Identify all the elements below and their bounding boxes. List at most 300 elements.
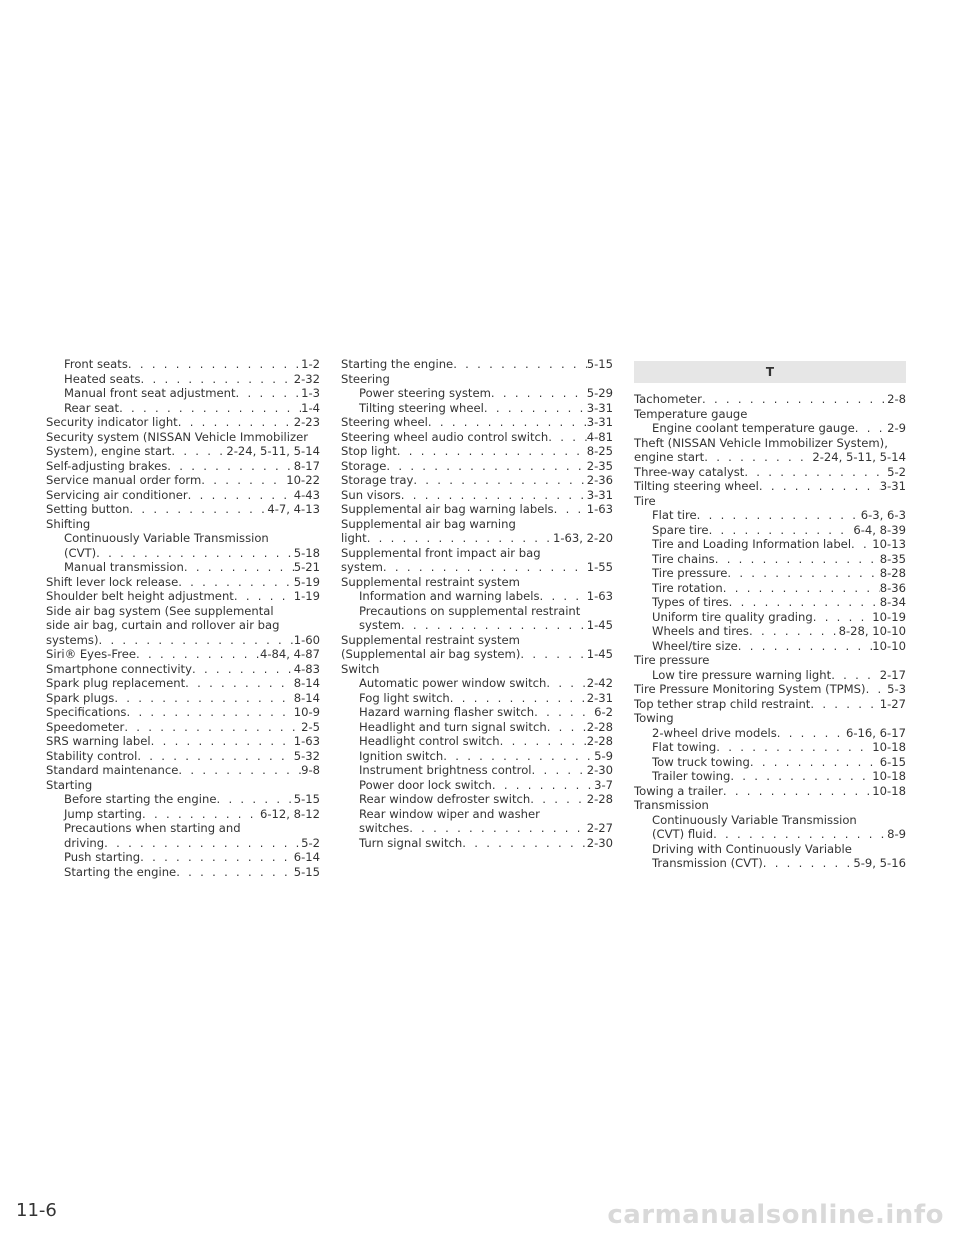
index-entry-page: 4-84, 4-87 <box>260 647 320 661</box>
index-entry <box>46 792 320 807</box>
dot-leader <box>702 392 887 407</box>
index-entry-text: Continuously Variable Transmission <box>652 812 857 827</box>
index-entry-text: Headlight control switch <box>359 734 500 748</box>
index-entry-text: Supplemental air bag warning labels <box>341 502 554 516</box>
index-column-2 <box>341 357 613 850</box>
index-entry-page: 10-18 <box>872 769 906 783</box>
index-entry <box>341 720 613 735</box>
dot-leader <box>178 575 293 590</box>
index-entry-text: Transmission <box>634 798 709 812</box>
index-entry-text: switches <box>359 821 410 835</box>
index-entry-text: Supplemental restraint system <box>341 632 520 647</box>
index-entry-text: Tilting steering wheel <box>634 479 759 493</box>
index-entry-page: 2-28 <box>586 719 613 734</box>
dot-leader <box>141 372 294 387</box>
index-entry <box>341 357 613 372</box>
index-entry <box>341 488 613 503</box>
index-entry <box>46 531 320 546</box>
index-entry <box>46 546 320 561</box>
dot-leader <box>142 807 260 822</box>
index-entry <box>634 552 906 567</box>
index-entry-page: 2-35 <box>586 458 613 473</box>
index-entry <box>341 444 613 459</box>
index-entry-text: Speedometer <box>46 719 125 734</box>
index-entry-text: Steering wheel audio control switch <box>341 429 549 444</box>
dot-leader <box>855 421 887 436</box>
index-entry-page: 1-63 <box>293 734 320 748</box>
index-entry-page: 3-31 <box>586 415 613 429</box>
index-entry <box>46 720 320 735</box>
index-entry-text: system <box>341 560 383 574</box>
index-entry-text: Steering <box>341 371 390 386</box>
index-entry-page: 2-30 <box>586 835 613 850</box>
index-entry-page: 3-31 <box>879 479 906 493</box>
index-entry-page: 5-15 <box>293 864 320 879</box>
index-entry <box>634 842 906 857</box>
dot-leader <box>126 705 293 720</box>
index-entry-text: Stop light <box>341 444 397 458</box>
index-entry <box>46 749 320 764</box>
index-entry-page: 5-15 <box>293 792 320 806</box>
index-entry <box>46 705 320 720</box>
index-entry-page: 6-4, 8-39 <box>853 522 906 537</box>
dot-leader <box>548 430 586 445</box>
index-entry-text: Smartphone connectivity <box>46 661 192 676</box>
index-entry <box>634 523 906 538</box>
index-entry <box>634 450 906 465</box>
index-entry-text: Information and warning labels <box>359 589 540 603</box>
dot-leader <box>136 647 260 662</box>
index-entry <box>341 647 613 662</box>
index-entry-text: Tachometer <box>634 392 702 406</box>
dot-leader <box>750 755 880 770</box>
index-entry-text: Wheel/tire size <box>652 638 738 653</box>
index-entry-text: Uniform tire quality grading <box>652 609 813 624</box>
index-entry <box>341 749 613 764</box>
index-entry-page: 9-8 <box>301 763 320 777</box>
index-entry <box>46 691 320 706</box>
dot-leader <box>723 784 872 799</box>
index-entry <box>46 778 320 793</box>
dot-leader <box>443 749 594 764</box>
index-entry <box>634 508 906 523</box>
index-entry-page: 8-36 <box>879 580 906 595</box>
index-entry-text: Manual front seat adjustment <box>64 386 236 400</box>
index-entry-text: Fog light switch <box>359 690 450 705</box>
index-entry-text: Supplemental restraint system <box>341 574 520 589</box>
index-entry <box>341 401 613 416</box>
index-entry <box>634 392 906 407</box>
index-entry <box>46 865 320 880</box>
index-entry <box>634 653 906 668</box>
dot-leader <box>491 386 587 401</box>
dot-leader <box>234 589 294 604</box>
index-entry-page: 5-9, 5-16 <box>853 856 906 870</box>
index-entry <box>341 531 613 546</box>
index-entry-page: 5-2 <box>301 835 320 850</box>
dot-leader <box>727 566 879 581</box>
index-entry-page: 2-9 <box>887 421 906 435</box>
index-entry-page: 1-63, 2-20 <box>553 531 613 545</box>
index-entry-page: 10-18 <box>872 783 906 798</box>
index-entry <box>634 827 906 842</box>
dot-leader <box>709 523 854 538</box>
dot-leader <box>492 778 594 793</box>
index-entry <box>46 589 320 604</box>
index-entry-text: Switch <box>341 661 380 676</box>
index-entry-text: engine start <box>634 450 705 464</box>
index-entry-page: 6-15 <box>879 754 906 769</box>
index-entry-text: Siri® Eyes-Free <box>46 647 136 661</box>
index-entry-page: 1-19 <box>293 589 320 603</box>
index-entry-text: Rear window wiper and washer <box>359 806 540 821</box>
index-entry-text: Push starting <box>64 850 141 864</box>
index-entry-text: Starting the engine <box>341 357 454 371</box>
index-entry <box>341 618 613 633</box>
index-entry-text: Trailer towing <box>652 769 731 783</box>
index-entry-text: Spark plugs <box>46 690 115 705</box>
index-entry-page: 2-17 <box>879 667 906 682</box>
index-entry <box>46 604 320 619</box>
dot-leader <box>386 459 586 474</box>
index-entry-page: 2-28 <box>586 792 613 806</box>
dot-leader <box>759 479 880 494</box>
dot-leader <box>697 508 861 523</box>
index-entry <box>634 668 906 683</box>
index-entry-page: 1-3 <box>301 386 320 400</box>
index-entry-text: Theft (NISSAN Vehicle Immobilizer System), <box>634 435 888 450</box>
index-entry-page: 1-45 <box>586 647 613 661</box>
index-entry <box>46 488 320 503</box>
dot-leader <box>140 850 294 865</box>
index-entry <box>634 784 906 799</box>
index-entry-text: Tire rotation <box>652 580 723 595</box>
index-entry-text: Supplemental front impact air bag <box>341 545 541 560</box>
index-entry-text: Rear window defroster switch <box>359 792 531 806</box>
index-entry-page: 5-2 <box>887 464 906 479</box>
index-entry-text: Starting <box>46 777 93 792</box>
index-entry-page: 10-9 <box>293 705 320 719</box>
index-entry-text: Rear seat <box>64 400 120 415</box>
index-entry <box>341 575 613 590</box>
index-entry-page: 8-34 <box>879 595 906 609</box>
index-entry-page: 6-3, 6-3 <box>860 508 906 522</box>
index-entry-page: 6-12, 8-12 <box>260 806 320 821</box>
index-entry-page: 8-28 <box>879 566 906 580</box>
dot-leader <box>124 720 301 735</box>
index-entry-text: Instrument brightness control <box>359 763 532 777</box>
dot-leader <box>713 827 887 842</box>
dot-leader <box>428 415 587 430</box>
dot-leader <box>453 357 586 372</box>
dot-leader <box>409 821 587 836</box>
index-entry-text: Shoulder belt height adjustment <box>46 589 234 603</box>
index-column-3 <box>634 357 906 871</box>
index-entry-page: 5-15 <box>586 357 613 371</box>
index-entry <box>46 676 320 691</box>
dot-leader <box>178 763 301 778</box>
index-entry <box>634 465 906 480</box>
index-entry <box>46 401 320 416</box>
index-entry <box>634 639 906 654</box>
index-entry <box>634 856 906 871</box>
index-entry-page: 2-24, 5-11, 5-14 <box>226 444 320 458</box>
index-entry-text: Service manual order form <box>46 473 202 487</box>
dot-leader <box>401 618 587 633</box>
index-entry-text: Continuously Variable Transmission <box>64 531 269 545</box>
index-entry-text: Side air bag system (See supplemental <box>46 603 274 618</box>
index-entry <box>634 755 906 770</box>
dot-leader <box>749 624 839 639</box>
index-entry-page: 8-17 <box>293 458 320 473</box>
index-entry-page: 1-63 <box>586 589 613 603</box>
index-entry <box>46 386 320 401</box>
index-entry-text: Standard maintenance <box>46 763 179 777</box>
dot-leader <box>532 763 587 778</box>
index-entry-page: 3-31 <box>586 487 613 502</box>
index-entry-text: Storage <box>341 458 387 473</box>
index-entry-page: 5-21 <box>293 560 320 574</box>
index-entry <box>341 676 613 691</box>
index-entry-text: Engine coolant temperature gauge <box>652 421 855 435</box>
index-entry-page: 8-35 <box>879 551 906 566</box>
dot-leader <box>704 450 812 465</box>
index-entry <box>46 836 320 851</box>
dot-leader <box>484 401 587 416</box>
index-entry-text: Turn signal switch <box>359 835 463 850</box>
dot-leader <box>129 502 267 517</box>
index-entry-page: 10-10 <box>872 638 906 653</box>
index-entry <box>341 821 613 836</box>
dot-leader <box>188 488 294 503</box>
index-entry-text: Starting the engine <box>64 864 177 879</box>
index-entry <box>341 546 613 561</box>
index-entry-text: (CVT) fluid <box>652 827 714 841</box>
index-entry <box>46 821 320 836</box>
index-entry <box>634 769 906 784</box>
index-entry <box>634 407 906 422</box>
index-entry <box>46 618 320 633</box>
index-entry-text: Tire chains <box>652 551 715 566</box>
index-entry-text: system <box>359 618 401 632</box>
index-entry-page: 4-7, 4-13 <box>267 502 320 516</box>
index-entry-page: 2-31 <box>586 690 613 705</box>
dot-leader <box>831 668 880 683</box>
index-entry-page: 1-55 <box>586 560 613 574</box>
index-entry-text: Security system (NISSAN Vehicle Immobilizer <box>46 429 308 444</box>
dot-leader <box>216 792 293 807</box>
index-entry-text: Manual transmission <box>64 560 184 574</box>
index-entry-page: 8-28, 10-10 <box>838 624 906 638</box>
index-entry-page: 10-19 <box>872 609 906 624</box>
index-entry-text: Towing <box>634 711 674 725</box>
dot-leader <box>184 560 294 575</box>
index-entry <box>341 430 613 445</box>
index-entry-text: Security indicator light <box>46 415 178 429</box>
index-entry-text: Tire Pressure Monitoring System (TPMS) <box>634 682 866 696</box>
index-entry <box>46 807 320 822</box>
index-entry <box>46 647 320 662</box>
index-entry-text: Tire pressure <box>634 653 710 667</box>
dot-leader <box>738 639 873 654</box>
index-entry-text: Supplemental air bag warning <box>341 516 516 531</box>
index-entry-page: 2-36 <box>586 473 613 487</box>
index-entry-page: 1-63 <box>586 502 613 516</box>
dot-leader <box>397 444 587 459</box>
dot-leader <box>178 415 294 430</box>
dot-leader <box>176 865 293 880</box>
index-entry-page: 5-29 <box>586 386 613 400</box>
dot-leader <box>500 734 587 749</box>
index-entry-text: Self-adjusting brakes <box>46 458 168 473</box>
index-entry-text: Shift lever lock release <box>46 574 179 589</box>
dot-leader <box>192 662 294 677</box>
index-entry <box>341 604 613 619</box>
dot-leader <box>128 357 301 372</box>
index-entry-text: Driving with Continuously Variable <box>652 841 852 856</box>
index-entry-text: Temperature gauge <box>634 406 748 421</box>
dot-leader <box>777 726 846 741</box>
index-entry-text: (CVT) <box>64 545 97 560</box>
index-entry <box>634 740 906 755</box>
index-entry <box>341 807 613 822</box>
index-entry-text: Precautions on supplemental restraint <box>359 603 581 618</box>
index-entry-page: 2-28 <box>586 734 613 748</box>
index-entry-text: SRS warning label <box>46 734 151 748</box>
dot-leader <box>119 401 301 416</box>
index-entry <box>341 662 613 677</box>
index-entry <box>46 473 320 488</box>
index-entry-text: Tire and Loading Information label <box>652 537 852 551</box>
index-entry-page: 6-14 <box>293 850 320 864</box>
index-entry <box>634 711 906 726</box>
dot-leader <box>554 502 587 517</box>
index-entry <box>46 850 320 865</box>
index-entry-page: 1-60 <box>293 632 320 647</box>
index-entry-text: Flat tire <box>652 508 697 522</box>
dot-leader <box>539 589 586 604</box>
dot-leader <box>547 720 587 735</box>
index-entry <box>341 372 613 387</box>
dot-leader <box>137 749 293 764</box>
index-entry-text: Tire <box>634 493 656 508</box>
index-entry-page: 1-45 <box>586 618 613 632</box>
dot-leader <box>114 691 293 706</box>
index-entry-page: 2-8 <box>887 392 906 406</box>
index-entry <box>341 734 613 749</box>
dot-leader <box>520 647 586 662</box>
index-entry-text: Spark plug replacement <box>46 676 186 690</box>
index-entry-text: System), engine start <box>46 444 172 458</box>
index-entry-text: Types of tires <box>652 595 729 609</box>
index-entry <box>341 763 613 778</box>
index-entry <box>634 682 906 697</box>
index-entry <box>341 778 613 793</box>
index-entry-text: Tow truck towing <box>652 754 750 769</box>
index-entry-page: 2-23 <box>293 415 320 429</box>
index-entry-page: 2-30 <box>586 763 613 777</box>
index-entry-page: 2-24, 5-11, 5-14 <box>812 450 906 464</box>
index-entry <box>46 560 320 575</box>
index-entry-text: side air bag, curtain and rollover air bag <box>46 618 280 632</box>
index-entry-text: Transmission (CVT) <box>652 856 763 870</box>
index-entry-text: Storage tray <box>341 473 414 487</box>
index-entry-page: 1-27 <box>879 696 906 711</box>
index-entry-page: 3-7 <box>594 777 613 792</box>
index-entry-text: Automatic power window switch <box>359 676 547 690</box>
dot-leader <box>201 473 286 488</box>
dot-leader <box>413 473 586 488</box>
index-entry-page: 2-27 <box>586 821 613 835</box>
index-entry-text: Precautions when starting and <box>64 821 241 835</box>
index-entry-page: 5-32 <box>293 748 320 763</box>
index-entry-text: Power door lock switch <box>359 777 492 792</box>
index-entry <box>634 610 906 625</box>
index-entry <box>46 575 320 590</box>
index-entry-text: Front seats <box>64 357 128 371</box>
index-entry <box>341 415 613 430</box>
index-entry-text: Towing a trailer <box>634 783 723 798</box>
index-entry-text: Spare tire <box>652 522 709 537</box>
index-entry-text: Tire pressure <box>652 566 728 580</box>
page-number: 11-6 <box>16 1200 57 1221</box>
index-entry <box>341 459 613 474</box>
index-entry-page: 4-43 <box>293 487 320 502</box>
dot-leader <box>167 459 293 474</box>
index-entry-text: Shifting <box>46 516 91 531</box>
index-entry <box>46 502 320 517</box>
index-entry-page: 8-14 <box>293 690 320 705</box>
index-entry-text: Three-way catalyst <box>634 464 745 479</box>
dot-leader <box>813 610 873 625</box>
dot-leader <box>401 488 587 503</box>
dot-leader <box>546 676 586 691</box>
index-entry <box>46 763 320 778</box>
index-entry <box>634 624 906 639</box>
index-entry-page: 2-32 <box>293 371 320 386</box>
index-entry <box>341 502 613 517</box>
dot-leader <box>534 705 594 720</box>
index-entry <box>46 517 320 532</box>
dot-leader <box>530 792 586 807</box>
index-entry <box>46 459 320 474</box>
watermark-text: carmanualsonline.info <box>607 1200 944 1230</box>
index-entry-page: 1-4 <box>301 400 320 415</box>
index-entry-page: 4-83 <box>293 661 320 676</box>
index-entry <box>341 792 613 807</box>
index-entry <box>46 430 320 445</box>
dot-leader <box>462 836 586 851</box>
index-entry-text: driving <box>64 835 105 850</box>
index-entry <box>341 691 613 706</box>
index-entry <box>46 662 320 677</box>
dot-leader <box>716 740 872 755</box>
index-entry <box>634 537 906 552</box>
dot-leader <box>98 633 293 648</box>
index-entry-page: 2-42 <box>586 676 613 690</box>
dot-leader <box>96 546 294 561</box>
index-entry-text: Stability control <box>46 748 138 763</box>
index-entry-text: Before starting the engine <box>64 792 217 806</box>
index-entry-text: Steering wheel <box>341 415 428 429</box>
index-entry-text: Servicing air conditioner <box>46 487 188 502</box>
index-entry <box>634 595 906 610</box>
dot-leader <box>723 581 880 596</box>
index-entry <box>341 836 613 851</box>
index-entry-text: Sun visors <box>341 487 401 502</box>
index-entry-text: Hazard warning flasher switch <box>359 705 535 719</box>
dot-leader <box>450 691 587 706</box>
